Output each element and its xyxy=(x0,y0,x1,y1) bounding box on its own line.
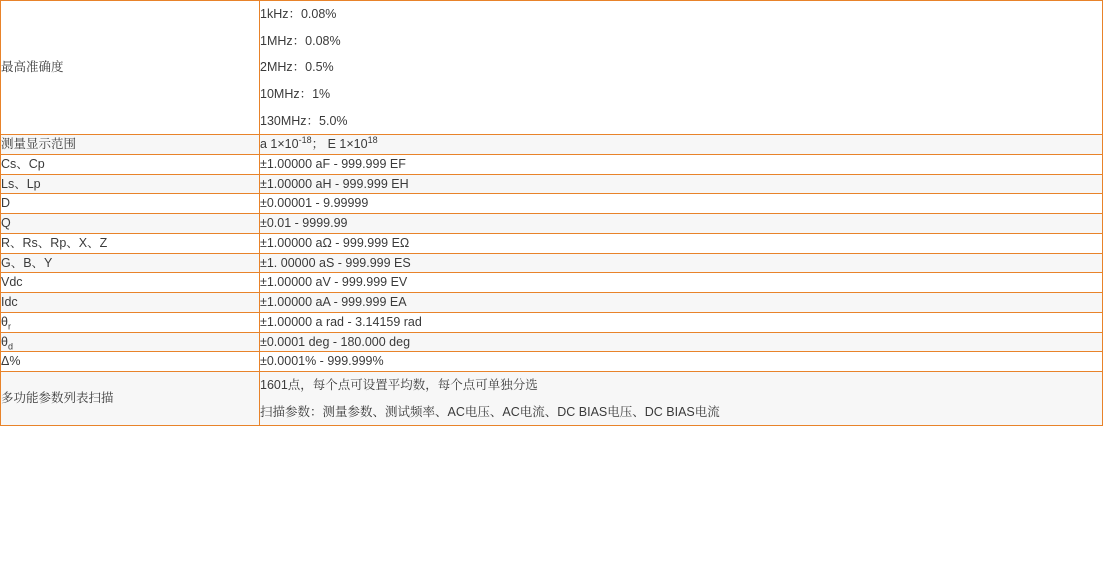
table-row xyxy=(1,214,1103,234)
row-label-delta-percent: Δ% xyxy=(1,352,260,372)
table-row xyxy=(1,293,1103,313)
row-label-list-sweep: 多功能参数列表扫描 xyxy=(1,372,260,426)
theta-subscript: d xyxy=(7,341,13,352)
row-label-q: Q xyxy=(1,214,260,234)
table-row xyxy=(1,312,1103,332)
table-row xyxy=(1,233,1103,253)
row-value-q: ±0.01 - 9999.99 xyxy=(260,214,1103,234)
row-value-theta-d: ±0.0001 deg - 180.000 deg xyxy=(260,332,1103,352)
row-label-ls-lp: Ls、Lp xyxy=(1,174,260,194)
row-value-list-sweep xyxy=(260,372,1103,426)
row-value-idc: ±1.00000 aA - 999.999 EA xyxy=(260,293,1103,313)
row-label-theta-r xyxy=(1,312,260,332)
row-value-d: ±0.00001 - 9.99999 xyxy=(260,194,1103,214)
table-row xyxy=(1,372,1103,426)
row-label-display-range: 测量显示范围 xyxy=(1,135,260,155)
theta-subscript: r xyxy=(7,321,11,332)
row-value-cs-cp: ±1.00000 aF - 999.999 EF xyxy=(260,154,1103,174)
list-sweep-line: 1601点，每个点可设置平均数，每个点可单独分选 xyxy=(260,378,538,393)
table-row xyxy=(1,253,1103,273)
table-row xyxy=(1,273,1103,293)
row-label-r-rs-rp-x-z: R、Rs、Rp、X、Z xyxy=(1,233,260,253)
table-row xyxy=(1,154,1103,174)
row-value-g-b-y: ±1. 00000 aS - 999.999 ES xyxy=(260,253,1103,273)
table-row xyxy=(1,174,1103,194)
row-value-delta-percent: ±0.0001% - 999.999% xyxy=(260,352,1103,372)
row-value-r-rs-rp-x-z: ±1.00000 aΩ - 999.999 EΩ xyxy=(260,233,1103,253)
display-range-mid: ； E 1×10 xyxy=(311,137,368,152)
table-row xyxy=(1,352,1103,372)
row-label-g-b-y: G、B、Y xyxy=(1,253,260,273)
row-label-vdc: Vdc xyxy=(1,273,260,293)
theta-symbol: θ xyxy=(1,334,8,349)
row-label-theta-d xyxy=(1,332,260,352)
display-range-prefix: a 1×10 xyxy=(260,137,299,152)
row-value-accuracy xyxy=(260,1,1103,135)
table-row xyxy=(1,1,1103,135)
display-range-exponent-1: -18 xyxy=(298,134,312,145)
row-label-idc: Idc xyxy=(1,293,260,313)
row-value-vdc: ±1.00000 aV - 999.999 EV xyxy=(260,273,1103,293)
table-row xyxy=(1,332,1103,352)
accuracy-line: 1MHz：0.08% xyxy=(260,33,341,48)
row-value-display-range xyxy=(260,135,1103,155)
display-range-exponent-2: 18 xyxy=(367,134,378,145)
accuracy-line: 10MHz：1% xyxy=(260,86,331,101)
row-label-accuracy: 最高准确度 xyxy=(1,1,260,135)
row-value-theta-r: ±1.00000 a rad - 3.14159 rad xyxy=(260,312,1103,332)
list-sweep-line: 扫描参数：测量参数、测试频率、AC电压、AC电流、DC BIAS电压、DC BIAS电流 xyxy=(260,404,720,419)
accuracy-line: 2MHz：0.5% xyxy=(260,60,334,75)
accuracy-line: 130MHz：5.0% xyxy=(260,113,348,128)
row-value-ls-lp: ±1.00000 aH - 999.999 EH xyxy=(260,174,1103,194)
accuracy-line: 1kHz：0.08% xyxy=(260,7,337,21)
table-row xyxy=(1,194,1103,214)
table-row xyxy=(1,135,1103,155)
row-label-d: D xyxy=(1,194,260,214)
row-label-cs-cp: Cs、Cp xyxy=(1,154,260,174)
theta-symbol: θ xyxy=(1,314,8,329)
